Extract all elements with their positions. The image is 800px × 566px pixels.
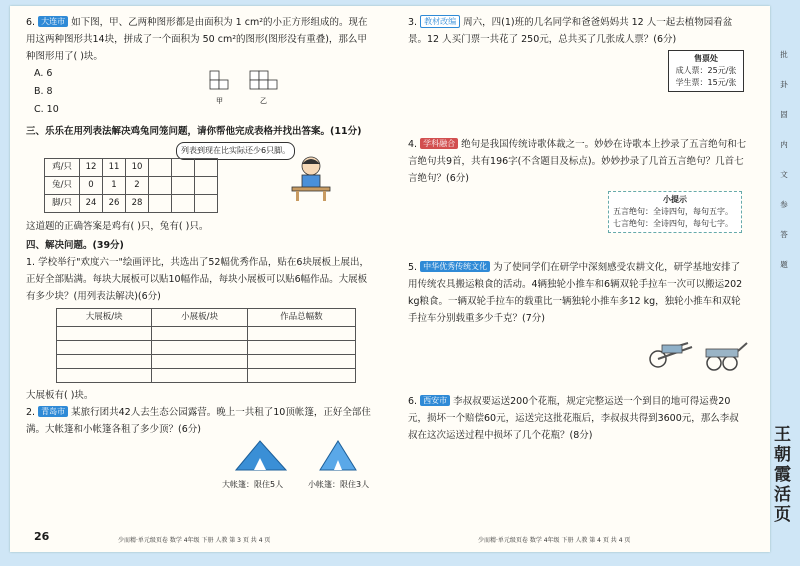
blank-cell[interactable] xyxy=(172,159,195,177)
cell: 1 xyxy=(103,177,126,195)
right-page xyxy=(408,14,748,448)
sidebar-char: 题 xyxy=(780,260,788,269)
blank-cell[interactable] xyxy=(247,355,355,369)
question-number: 4. xyxy=(408,139,418,150)
sidebar-char: 参 xyxy=(780,200,788,209)
small-tent-icon xyxy=(314,438,362,474)
culture-tag: 中华优秀传统文化 xyxy=(420,261,490,272)
shape-figures xyxy=(206,67,296,113)
question-4 xyxy=(408,136,748,233)
blank-cell[interactable] xyxy=(57,369,152,383)
question-6-left xyxy=(26,14,371,119)
wheelbarrow-icon xyxy=(648,335,696,371)
subject-tag: 学科融合 xyxy=(420,138,458,149)
handcart-icon xyxy=(700,339,748,373)
question-number: 3. xyxy=(408,17,418,28)
label-jia: 甲 xyxy=(216,97,223,105)
question-text: 为了使同学们在研学中深刻感受农耕文化，研学基地安排了用传统农具搬运粮食的活动。4辆独轮小推车和6辆双轮手拉车一次可以搬运202 kg粮食。一辆双轮手拉车的载重比一辆独轮小推车多12 kg，独轮小推车和双轮手拉车分别载重多少千克？(7分) xyxy=(408,262,743,324)
blank-cell[interactable] xyxy=(195,159,218,177)
cell: 12 xyxy=(80,159,103,177)
hint-box xyxy=(608,191,742,233)
region-tag: 青岛市 xyxy=(38,406,68,417)
question-number: 5. xyxy=(408,262,418,273)
table-row xyxy=(45,159,218,177)
question-text: 如下图，甲、乙两种图形都是由面积为 1 cm²的小正方形组成的。现在用这两种图形共14块，拼成了一个面积为 50 cm²的图形(图形没有重叠)，那么甲种图形用了( )块。 xyxy=(26,17,368,62)
left-page xyxy=(26,14,371,498)
region-tag: 大连市 xyxy=(38,16,68,27)
student-ticket-price: 学生票：15元/张 xyxy=(675,78,737,87)
blank-cell[interactable] xyxy=(172,177,195,195)
question-text: 某旅行团共42人去生态公园露营。晚上一共租了10顶帐篷，正好全部住满。大帐篷和小帐篷各租了多少顶？(6分) xyxy=(26,407,371,435)
option-c: C. 10 xyxy=(34,104,59,115)
blank-cell[interactable] xyxy=(247,369,355,383)
table-row xyxy=(45,177,218,195)
speech-bubble: 列表到现在比实际还少6只脚。 xyxy=(176,142,295,160)
table-row xyxy=(45,195,218,213)
cell: 24 xyxy=(80,195,103,213)
cell: 2 xyxy=(126,177,149,195)
blank-cell[interactable] xyxy=(195,195,218,213)
ticket-office-sign xyxy=(668,50,744,92)
blank-cell[interactable] xyxy=(149,195,172,213)
question-text: 绝句是我国传统诗歌体裁之一。妙妙在诗歌本上抄录了五言绝句和七言绝句共9首，共有196字(不含题目及标点)。妙妙抄录了几首五言绝句？几首七言绝句？(6分) xyxy=(408,139,747,184)
label-yi: 乙 xyxy=(260,97,267,105)
blank-cell[interactable] xyxy=(195,177,218,195)
blank-cell[interactable] xyxy=(172,195,195,213)
right-footer: 少而精·单元级页卷 数学 4年级 下册 人教 第 4 页 共 4 页 xyxy=(478,537,631,544)
sidebar-char: 卦 xyxy=(780,80,788,89)
exhibit-board-table xyxy=(56,308,356,383)
blank-cell[interactable] xyxy=(152,369,247,383)
binding-sidebar xyxy=(773,40,795,280)
header-small-board: 小展板/块 xyxy=(152,309,247,327)
blank-cell[interactable] xyxy=(152,327,247,341)
boy-at-desk-illustration xyxy=(288,154,334,202)
adult-ticket-price: 成人票：25元/张 xyxy=(675,66,737,75)
header-total: 作品总幅数 xyxy=(247,309,355,327)
question-2 xyxy=(26,404,371,438)
sidebar-char: 批 xyxy=(780,50,788,59)
blank-cell[interactable] xyxy=(57,327,152,341)
blank-cell[interactable] xyxy=(247,341,355,355)
blank-cell[interactable] xyxy=(149,159,172,177)
sidebar-char: 答 xyxy=(780,230,788,239)
question-5 xyxy=(408,259,748,327)
page-number: 26 xyxy=(34,530,50,543)
region-tag: 西安市 xyxy=(420,395,450,406)
left-footer: 少而精·单元级页卷 数学 4年级 下册 人教 第 3 页 共 4 页 xyxy=(118,537,271,544)
question-3 xyxy=(408,14,748,92)
brand-logo-text: 王朝霞活页 xyxy=(774,425,791,525)
hint-line: 五言绝句：全诗四句，每句五字。 xyxy=(613,207,733,216)
cell: 28 xyxy=(126,195,149,213)
sidebar-char: 内 xyxy=(780,140,788,149)
small-tent-label: 小帐篷：限住3人 xyxy=(308,480,370,489)
question-6-right xyxy=(408,393,748,444)
row-label: 兔/只 xyxy=(45,177,80,195)
source-tag: 教材改编 xyxy=(420,15,460,28)
cell: 11 xyxy=(103,159,126,177)
option-a: A. 6 xyxy=(34,68,53,79)
hint-line: 七言绝句：全诗四句，每句七字。 xyxy=(613,219,733,228)
section-3-answer: 这道题的正确答案是鸡有( )只，兔有( )只。 xyxy=(26,221,209,232)
blank-cell[interactable] xyxy=(57,355,152,369)
cell: 0 xyxy=(80,177,103,195)
hint-title: 小提示 xyxy=(663,195,687,204)
cell: 10 xyxy=(126,159,149,177)
option-b: B. 8 xyxy=(34,86,53,97)
sidebar-char: 固 xyxy=(780,110,788,119)
header-big-board: 大展板/块 xyxy=(57,309,152,327)
big-tent-icon xyxy=(230,438,290,474)
question-1-answer: 大展板有( )块。 xyxy=(26,390,94,401)
ticket-title: 售票处 xyxy=(694,54,718,63)
blank-cell[interactable] xyxy=(152,355,247,369)
question-number: 2. xyxy=(26,407,36,418)
section-3-heading: 三、乐乐在用列表法解决鸡兔同笼问题，请你帮他完成表格并找出答案。(11分) xyxy=(26,126,362,137)
question-number: 6. xyxy=(408,396,418,407)
section-4-heading: 四、解决问题。(39分) xyxy=(26,240,124,251)
chicken-rabbit-table xyxy=(44,158,218,213)
question-1: 1. 学校举行"欢度六一"绘画评比，共选出了52幅优秀作品，贴在6块展板上展出，正好全部贴满。每块大展板可以贴10幅作品，每块小展板可以贴6幅作品。大展板有多少块？(用列表法解决)(6分) xyxy=(26,257,369,302)
row-label: 鸡/只 xyxy=(45,159,80,177)
question-text: 李叔叔要运送200个花瓶，规定完整运送一个到目的地可得运费20元，损坏一个赔偿60元，运送完这批花瓶后，李叔叔共得到3600元，那么李叔叔在这次运送过程中损坏了几个花瓶？(8分) xyxy=(408,396,739,441)
blank-cell[interactable] xyxy=(247,327,355,341)
blank-cell[interactable] xyxy=(149,177,172,195)
cell: 26 xyxy=(103,195,126,213)
question-number: 6. xyxy=(26,17,36,28)
section-3-body xyxy=(26,140,371,218)
sidebar-char: 文 xyxy=(780,170,788,179)
blank-cell[interactable] xyxy=(152,341,247,355)
blank-cell[interactable] xyxy=(57,341,152,355)
question-text: 周六，四(1)班的几名同学和爸爸妈妈共 12 人一起去植物园看盆景。12 人买门票一共花了 250元，总共买了几张成人票？(6分) xyxy=(408,17,733,45)
big-tent-label: 大帐篷：限住5人 xyxy=(222,480,284,489)
row-label: 脚/只 xyxy=(45,195,80,213)
